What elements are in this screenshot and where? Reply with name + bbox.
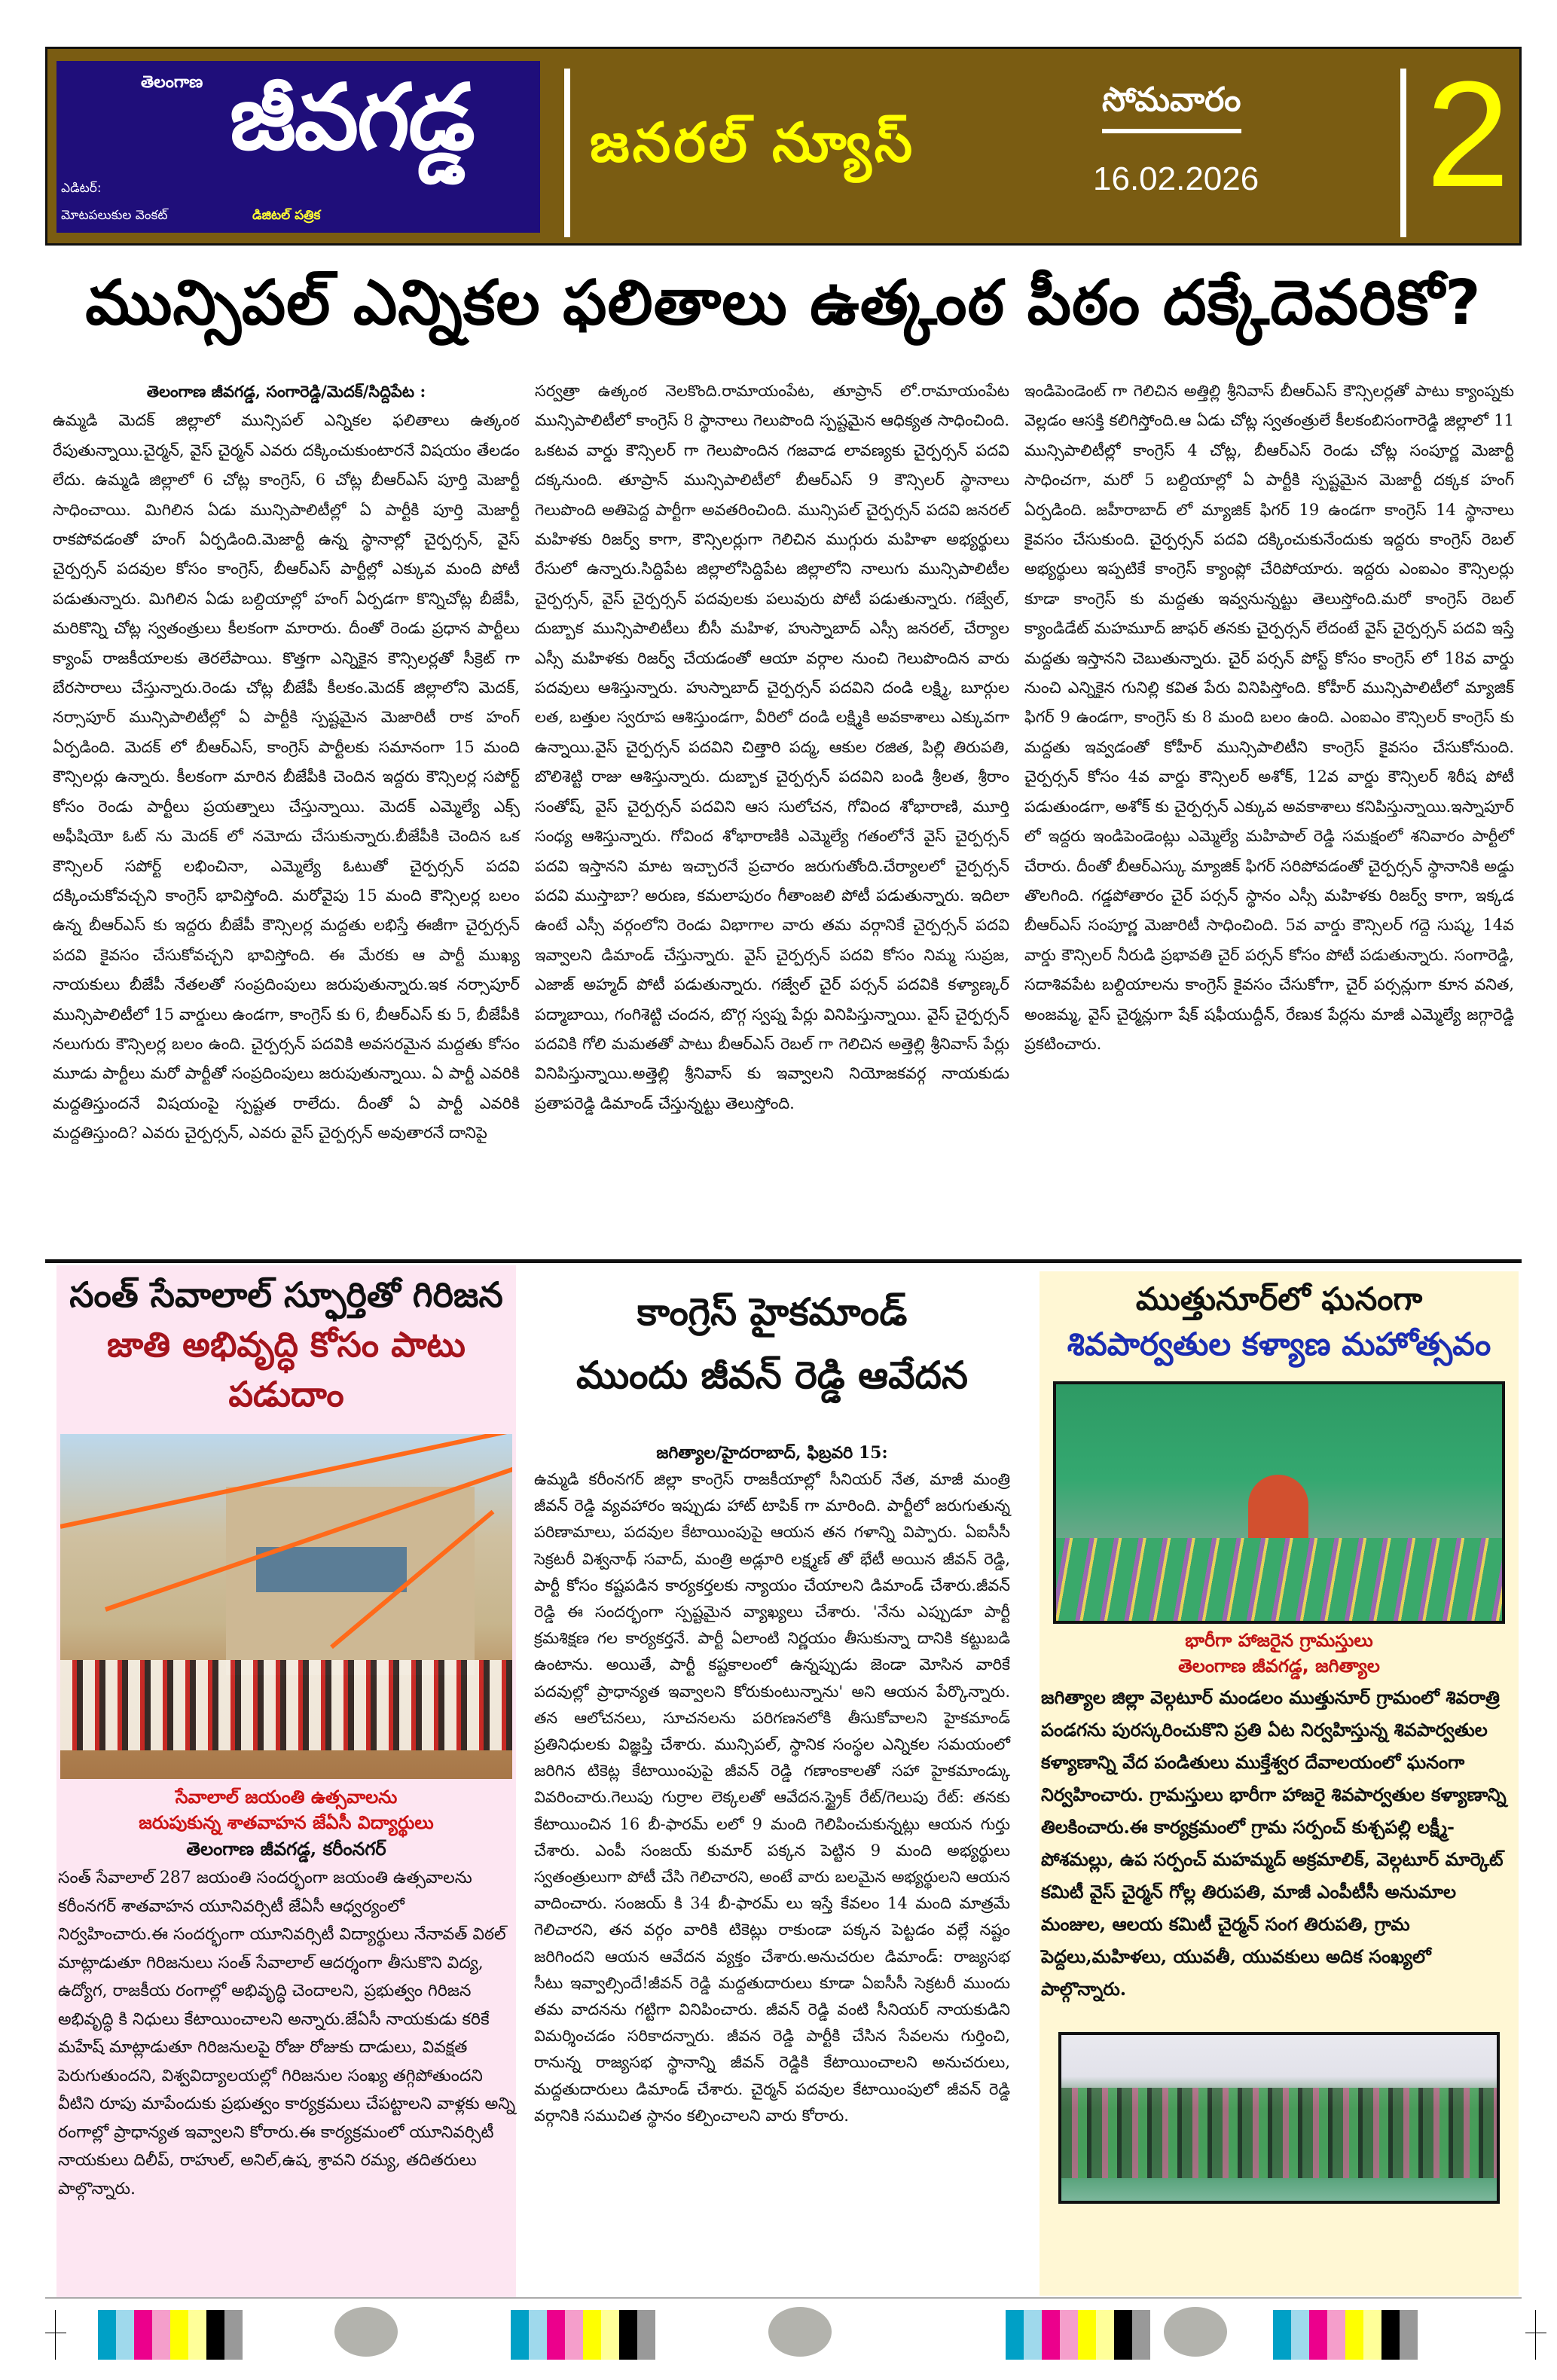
color-bar [1273, 2310, 1418, 2360]
section-divider [45, 1259, 1522, 1263]
story-dateline: జగిత్యాల/హైదరాబాద్, ఫిబ్రవరి 15: [656, 1443, 888, 1463]
registration-mark-icon [45, 2310, 66, 2360]
article-text: ఉమ్మడి మెదక్ జిల్లాలో మున్సిపల్ ఎన్నికల ఫలితాలు ఉత్కంఠ రేపుతున్నాయి.చైర్మన్, వైస్ చైర్మన్ ఎవరు దక్కించుకుంటారనే విషయం తేలడం లేదు. ఉమ్మడి జిల్లాలో 6 చోట్ల కాంగ్రెస్, 6 చోట్ల బీఆర్ఎస్ పూర్తి మెజార్టీ సాధించాయి. మిగిలిన ఏడు మున్సిపాలిటీల్లో ఏ పార్టీకి పూర్తి మెజార్టీ రాకపోవడంతో హంగ్ ఏర్పడింది.మెజార్టీ ఉన్న స్థానాల్లో చైర్పర్సన్, వైస్ చైర్పర్సన్ పదవుల కోసం కాంగ్రెస్, బీఆర్ఎస్ పార్టీల్లో ఎక్కువ మంది పోటీ పడుతున్నారు. మిగిలిన ఏడు బల్దియాల్లో హంగ్ ఏర్పడగా కొన్నిచోట్ల బీజేపీ, మరికొన్ని చోట్ల స్వతంత్రులు కీలకంగా మారారు. దీంతో రెండు ప్రధాన పార్టీలు క్యాంప్ రాజకీయాలకు తెరలేపాయి. కొత్తగా ఎన్నికైన కౌన్సిలర్లతో సీక్రెట్ గా బేరసారాలు చేస్తున్నారు.రెండు చోట్ల బీజేపీ కీలకం.మెదక్ జిల్లాలోని మెదక్, నర్సాపూర్ మున్సిపాలిటీల్లో ఏ పార్టీకి స్పష్టమైన మెజారిటీ రాక హంగ్ ఏర్పడింది. మెదక్ లో బీఆర్ఎస్, కాంగ్రెస్ పార్టీలకు సమానంగా 15 మంది కౌన్సిలర్లు ఉన్నారు. కీలకంగా మారిన బీజేపీకి చెందిన ఇద్దరు కౌన్సిలర్ల సపోర్ట్ కోసం రెండు పార్టీలు ప్రయత్నాలు చేస్తున్నాయి. మెదక్ ఎమ్మెల్యే ఎక్స్ అఫీషియో ఓట్ ను మెదక్ లో నమోదు చేసుకున్నారు.బీజేపీకి చెందిన ఒక కౌన్సిలర్ సపోర్ట్ లభించినా, ఎమ్మెల్యే ఓటుతో చైర్పర్సన్ పదవి దక్కించుకోవచ్చని కాంగ్రెస్ భావిస్తోంది. మరోవైపు 15 మంది కౌన్సిలర్ల బలం ఉన్న బీఆర్ఎస్ కు ఇద్దరు బీజేపీ కౌన్సిలర్ల మద్దతు లభిస్తే ఈజీగా చైర్పర్సన్ పదవి కైవసం చేసుకోవచ్చని భావిస్తోంది. ఈ మేరకు ఆ పార్టీ ముఖ్య నాయకులు బీజేపీ నేతలతో సంప్రదింపులు జరుపుతున్నారు.ఇక నర్సాపూర్ మున్సిపాలిటీలో 15 వార్డులు ఉండగా, కాంగ్రెస్ కు 6, బీఆర్ఎస్ కు 5, బీజేపీకి నలుగురు కౌన్సిలర్ల బలం ఉంది. చైర్పర్సన్ పదవికి అవసరమైన మద్దతు కోసం మూడు పార్టీలు మరో పార్టీతో సంప్రదింపులు జరుపుతున్నాయి. ఏ పార్టీ ఎవరికి మద్దతిస్తుందనే విషయంపై స్పష్టత రాలేదు. దీంతో ఏ పార్టీ ఎవరికి మద్దతిస్తుంది? ఎవరు చైర్పర్సన్, ఎవరు వైస్ చైర్పర్సన్ అవుతారనే దానిపై [53, 411, 520, 1143]
story-headline: సంత్ సేవాలాల్ స్ఫూర్తితో గిరిజన [69, 1274, 503, 1315]
color-swatch [583, 2310, 601, 2360]
story-sevalal [56, 1265, 516, 2297]
photo-caption: సేవాలాల్ జయంతి ఉత్సవాలను [175, 1787, 398, 1808]
logo-state: తెలంగాణ [141, 73, 203, 92]
color-swatch [134, 2310, 152, 2360]
color-swatch [1309, 2310, 1327, 2360]
color-bar [1006, 2310, 1150, 2360]
footer-rule [45, 2297, 1522, 2299]
color-swatch [529, 2310, 547, 2360]
color-bar [98, 2310, 243, 2360]
story-body: సంత్ సేవాలాల్ 287 జయంతి సందర్భంగా జయంతి ఉత్సవాలను కరీంనగర్ శాతవాహన యూనివర్సిటీ జేఏసీ ఆధ్వర్యంలో నిర్వహించారు.ఈ సందర్భంగా యూనివర్సిటీ విద్యార్థులు నేనావత్ విఠల్ మాట్లాడుతూ గిరిజనులు సంత్ సేవాలాల్ ఆదర్శంగా తీసుకొని విద్య, ఉద్యోగ, రాజకీయ రంగాల్లో అభివృద్ధి చెందాలని, ప్రభుత్వం గిరిజన అభివృద్ధి కి నిధులు కేటాయించాలని అన్నారు.జేఏసీ నాయకుడు కరికే మహేష్ మాట్లాడుతూ గిరిజనులపై రోజు రోజుకు దాడులు, వివక్షత పెరుగుతుందని, విశ్వవిద్యాలయల్లో గిరిజనుల సంఖ్య తగ్గిపోతుందని వీటిని రూపు మాపేందుకు ప్రభుత్వం కార్యక్రమలు చేపట్టాలని వాళ్లకు అన్ని రంగాల్లో ప్రాధాన్యత ఇవ్వాలని కోరారు.ఈ కార్యక్రమంలో యూనివర్సిటీ నాయకులు దిలీప్, రాహుల్, అనిల్,ఉష, శ్రావని రమ్య, తదితరులు పాల్గొన్నారు. [58, 1869, 516, 2198]
color-swatch [1042, 2310, 1060, 2360]
color-swatch [1327, 2310, 1345, 2360]
color-swatch [637, 2310, 655, 2360]
article-text: ఇండిపెండెంట్ గా గెలిచిన అత్తిల్లి శ్రీనివాస్ బీఆర్ఎస్ కౌన్సిలర్లతో పాటు క్యాంప్నకు వెల్లడం ఆసక్తి కలిగిస్తోంది.ఆ ఏడు చోట్ల స్వతంత్రులే కీలకంబిసంగారెడ్డి జిల్లాలో 11 మున్సిపాలిటీల్లో కాంగ్రెస్ 4 చోట్ల, బీఆర్ఎస్ రెండు చోట్ల సంపూర్ణ మెజార్టీ సాధించగా, మరో 5 బల్దియాల్లో ఏ పార్టీకి స్పష్టమైన మెజార్టీ దక్కక హంగ్ ఏర్పడింది. జహీరాబాద్ లో మ్యాజిక్ ఫిగర్ 19 ఉండగా కాంగ్రెస్ 14 స్థానాలు కైవసం చేసుకుంది. చైర్పర్సన్ పదవి దక్కించుకునేందుకు ఇద్దరు కాంగ్రెస్ రెబల్ అభ్యర్థులు ఇప్పటికే కాంగ్రెస్ క్యాంప్లో చేరిపోయారు. ఇద్దరు ఎంఐఎం కౌన్సిలర్లు కూడా కాంగ్రెస్ కు మద్దతు ఇవ్వనున్నట్టు తెలుస్తోంది.మరో కాంగ్రెస్ రెబల్ క్యాండిడేట్ మహమూద్ జాఫర్ తనకు చైర్పర్సన్ లేదంటే వైస్ చైర్పర్సన్ పదవి ఇస్తే మద్దతు ఇస్తానని చెబుతున్నారు. చైర్ పర్సన్ పోస్ట్ కోసం కాంగ్రెస్ లో 18వ వార్డు నుంచి ఎన్నికైన గునిల్లి కవిత పేరు వినిపిస్తోంది. కోహీర్ మున్సిపాలిటీలో మ్యాజిక్ ఫిగర్ 9 ఉండగా, కాంగ్రెస్ కు 8 మంది బలం ఉంది. ఎంఐఎం కౌన్సిలర్ కాంగ్రెస్ కు మద్దతు ఇవ్వడంతో కోహీర్ మున్సిపాలిటీని కాంగ్రెస్ కైవసం చేసుకోనుంది. చైర్పర్సన్ కోసం 4వ వార్డు కౌన్సిలర్ అశోక్, 12వ వార్డు కౌన్సిలర్ శిరీష పోటీ పడుతుండగా, అశోక్ కు చైర్పర్సన్ ఎక్కువ అవకాశాలు కనిపిస్తున్నాయి.ఇస్నాపూర్ లో ఇద్దరు ఇండిపెండెంట్లు ఎమ్మెల్యే మహిపాల్ రెడ్డి సమక్షంలో శనివారం పార్టీలో చేరారు. దీంతో బీఆర్ఎస్కు మ్యాజిక్ ఫిగర్ సరిపోవడంతో చైర్పర్సన్ స్థానానికి అడ్డు తొలగింది. గడ్డపోతారం చైర్ పర్సన్ స్థానం ఎస్సీ మహిళకు రిజర్వ్ కాగా, ఇక్కడ బీఆర్ఎస్ సంపూర్ణ మెజారిటీ సాధించింది. 5వ వార్డు కౌన్సిలర్ గద్దె సుష్మ, 14వ వార్డు కౌన్సిలర్ నీరుడి ప్రభావతి చైర్ పర్సన్ కోసం పోటీ పడుతున్నారు. సంగారెడ్డి, సదాశివపేట బల్దియాలను కాంగ్రెస్ కైవసం చేసుకోగా, చైర్ పర్సన్లుగా కూన వనిత, అంజమ్మ, వైస్ చైర్మన్లుగా షేక్ షఫీయుద్దీన్, రేణుక పేర్లను మాజీ ఎమ్మెల్యే జగ్గారెడ్డి ప్రకటించారు. [1024, 382, 1514, 1053]
editor-name: మోటపలుకుల వెంకట్ [61, 208, 168, 223]
gray-patch [334, 2307, 398, 2357]
color-swatch [547, 2310, 565, 2360]
article-column [527, 377, 1017, 1250]
story-body: జగిత్యాల జిల్లా వెల్గటూర్ మండలం ముత్తునూర్ గ్రామంలో శివరాత్రి పండగను పురస్కరించుకొని ప్రతి ఏట నిర్వహిస్తున్న శివపార్వతుల కళ్యాణాన్ని వేద పండితులు ముక్తేశ్వర దేవాలయంలో ఘనంగా నిర్వహించారు. గ్రామస్తులు భారీగా హాజరై శివపార్వతుల కళ్యాణాన్ని తిలకించారు.ఈ కార్యక్రమంలో గ్రామ సర్పంచ్ కుశ్చపల్లి లక్ష్మీ-పోశమల్లు, ఉప సర్పంచ్ మహమ్మద్ అక్రమాలిక్, వెల్గటూర్ మార్కెట్ కమిటీ వైస్ చైర్మన్ గోల్ల తిరుపతి, మాజీ ఎంపీటీసీ అనుమాల మంజుల, ఆలయ కమిటీ చైర్మన్ సంగ తిరుపతి, గ్రామ పెద్దలు,మహిళలు, యువతీ, యువకులు అదిక సంఖ్యలో పాల్గొన్నారు. [1041, 1686, 1507, 2000]
color-swatch [1132, 2310, 1150, 2360]
mat-shape [1056, 1538, 1502, 1621]
color-swatch [188, 2310, 206, 2360]
color-swatch [1345, 2310, 1363, 2360]
weekday: సోమవారం [1102, 81, 1241, 133]
story-dateline: తెలంగాణ జీవగడ్డ, జగిత్యాల [1178, 1655, 1380, 1677]
main-headline: మున్సిపల్ ఎన్నికల ఫలితాలు ఉత్కంఠ పీఠం దక్కేదెవరికో? [85, 267, 1482, 339]
color-swatch [511, 2310, 529, 2360]
gray-patch [1164, 2307, 1227, 2357]
color-swatch [1291, 2310, 1309, 2360]
color-swatch [224, 2310, 243, 2360]
divider [1400, 69, 1406, 237]
color-bar [511, 2310, 655, 2360]
article-text: సర్వత్రా ఉత్కంఠ నెలకొంది.రామాయంపేట, తూప్రాన్ లో.రామాయంపేట మున్సిపాలిటీలో కాంగ్రెస్ 8 స్థానాలు గెలుపొంది స్పష్టమైన ఆధిక్యత సాధించింది. ఒకటవ వార్డు కౌన్సిలర్ గా గెలుపొందిన గజవాడ లావణ్యకు చైర్పర్సన్ పదవి దక్కనుంది. తూప్రాన్ మున్సిపాలిటీలో బీఆర్ఎస్ 9 కౌన్సిలర్ స్థానాలు గెలుపొంది అతిపెద్ద పార్టీగా అవతరించింది. మున్సిపల్ చైర్పర్సన్ పదవి జనరల్ మహిళకు రిజర్వ్ కాగా, కౌన్సిలర్లుగా గెలిచిన ముగ్గురు మహిళా అభ్యర్థులు రేసులో ఉన్నారు.సిద్దిపేట జిల్లాలోసిద్దిపేట జిల్లాలోని నాలుగు మున్సిపాలిటీల చైర్పర్సన్, వైస్ చైర్పర్సన్ పదవులకు పలువురు పోటీ పడుతున్నారు. గజ్వేల్, దుబ్బాక మున్సిపాలిటీలు బీసీ మహిళ, హుస్నాబాద్ ఎస్సీ జనరల్, చేర్యాల ఎస్సీ మహిళకు రిజర్వ్ చేయడంతో ఆయా వర్గాల నుంచి గెలుపొందిన వారు పదవులు ఆశిస్తున్నారు. హుస్నాబాద్ చైర్పర్సన్ పదవిని దండి లక్ష్మి, బూర్గుల లత, బత్తుల స్వరూప ఆశిస్తుండగా, వీరిలో దండి లక్ష్మికి అవకాశాలు ఎక్కువగా ఉన్నాయి.వైస్ చైర్పర్సన్ పదవిని చిత్తారి పద్మ, ఆకుల రజిత, పిల్లి తిరుపతి, బొలిశెట్టి రాజు ఆశిస్తున్నారు. దుబ్బాక చైర్పర్సన్ పదవిని బండి శ్రీలత, శ్రీరాం సంతోష్, వైస్ చైర్పర్సన్ పదవిని ఆస సులోచన, గోవింద శోభారాణి, మూర్తి సంధ్య ఆశిస్తున్నారు. గోవింద శోభారాణికి ఎమ్మెల్యే గతంలోనే వైస్ చైర్పర్సన్ పదవి ఇస్తానని మాట ఇచ్చారనే ప్రచారం జరుగుతోంది.చేర్యాలలో చైర్పర్సన్ పదవి ముస్తాబా? అరుణ, కమలాపురం గీతాంజలి పోటీ పడుతున్నారు. ఇదిలా ఉంటే ఎస్సీ వర్గంలోని రెండు విభాగాల వారు తమ వర్గానికే చైర్పర్సన్ పదవి ఇవ్వాలని డిమాండ్ చేస్తున్నారు. వైస్ చైర్పర్సన్ పదవి కోసం నిమ్మ సుప్రజ, ఎజాజ్ అహ్మద్ పోటీ పడుతున్నారు. గజ్వేల్ చైర్ పర్సన్ పదవికి కళ్యాణ్కర్ పద్మాబాయి, గంగిశెట్టి చందన, బొగ్గ స్వప్న పేర్లు వినిపిస్తున్నాయి. వైస్ చైర్పర్సన్ పదవికి గోలి మమతతో పాటు బీఆర్ఎస్ రెబల్ గా గెలిచిన అత్తెల్లి శ్రీనివాస్ పేర్లు వినిపిస్తున్నాయి.అత్తెల్లి శ్రీనివాస్ కు ఇవ్వాలని నియోజకవర్గ నాయకుడు ప్రతాపరెడ్డి డిమాండ్ చేస్తున్నట్టు తెలుస్తోంది. [535, 382, 1009, 1112]
article-column [1017, 377, 1522, 1250]
color-swatch [1273, 2310, 1291, 2360]
color-swatch [98, 2310, 116, 2360]
editor-label: ఎడిటర్: [61, 181, 102, 196]
story-muthunoor [1040, 1271, 1519, 2296]
color-swatch [1096, 2310, 1114, 2360]
story-jeevan-reddy [524, 1265, 1021, 2297]
story-headline-highlight: జాతి అభివృద్ధి కోసం పాటు పడుదాం [107, 1324, 466, 1414]
color-swatch [1024, 2310, 1042, 2360]
masthead [45, 47, 1522, 246]
story-dateline: తెలంగాణ జీవగడ్డ, కరీంనగర్ [186, 1838, 386, 1860]
photo-caption: భారీగా హాజరైన గ్రామస్తులు [1185, 1630, 1373, 1651]
page-number: 2 [1426, 50, 1510, 218]
color-swatch [1006, 2310, 1024, 2360]
story-headline: ముత్తునూర్‌లో ఘనంగా [1135, 1280, 1423, 1317]
color-swatch [1078, 2310, 1096, 2360]
group-photo-icon [60, 1434, 512, 1779]
gray-patch [768, 2307, 832, 2357]
color-swatch [152, 2310, 170, 2360]
main-article [45, 377, 1522, 1250]
color-swatch [619, 2310, 637, 2360]
story-headline-highlight: శివపార్వతుల కళ్యాణ మహోత్సవం [1067, 1326, 1491, 1362]
story-headline [524, 1280, 1021, 1407]
crowd-photo-icon [1058, 2032, 1500, 2204]
seated-crowd-shape [1061, 2088, 1497, 2178]
story-body: ఉమ్మడి కరీంనగర్ జిల్లా కాంగ్రెస్ రాజకీయాల్లో సీనియర్ నేత, మాజీ మంత్రి జీవన్ రెడ్డి వ్యవహారం ఇప్పుడు హాట్ టాపిక్ గా మారింది. పార్టీలో జరుగుతున్న పరిణామాలు, పదవుల కేటాయింపుపై ఆయన తన గళాన్ని విప్పారు. ఏఐసీసీ సెక్రటరీ విశ్వనాథ్ సవాద్, మంత్రి అడ్లూరి లక్ష్మణ్ తో భేటీ అయిన జీవన్ రెడ్డి, పార్టీ కోసం కష్టపడిన కార్యకర్తలకు న్యాయం చేయాలని డిమాండ్ చేశారు.జీవన్ రెడ్డి ఈ సందర్భంగా స్పష్టమైన వ్యాఖ్యలు చేశారు. 'నేను ఎప్పుడూ పార్టీ క్రమశిక్షణ గల కార్యకర్తనే. పార్టీ ఏలాంటి నిర్ణయం తీసుకున్నా దానికి కట్టుబడి ఉంటాను. అయితే, పార్టీ కష్టకాలంలో ఉన్నప్పుడు జెండా మోసిన వారికే పదవుల్లో ప్రాధాన్యత ఇవ్వాలని కోరుకుంటున్నాను' అని ఆయన పేర్కొన్నారు. తన ఆలోచనలు, సూచనలను పరిగణనలోకి తీసుకోవాలని హైకమాండ్ ప్రతినిధులకు విజ్ఞప్తి చేశారు. మున్సిపల్, స్థానిక సంస్థల ఎన్నికల సమయంలో జరిగిన టికెట్ల కేటాయింపుపై జీవన్ రెడ్డి గణాంకాలతో సహా హైకమాండ్కు వివరించారు.గెలుపు గుర్రాల లెక్కలతో ఆవేదన.స్ట్రైక్ రేట్/గెలుపు రేట్: తనకు కేటాయించిన 16 బీ-ఫారమ్ లలో 9 మంది గెలిపించుకున్నట్లు ఆయన గుర్తు చేశారు. ఎంపీ సంజయ్ కుమార్ పక్కన పెట్టిన 9 మంది అభ్యర్థులు స్వతంత్రులుగా పోటీ చేసి గెలిచారని, అంటే వారు బలమైన అభ్యర్థులని ఆయన వాదించారు. సంజయ్ కి 34 బీ-ఫారమ్ లు ఇస్తే కేవలం 14 మంది మాత్రమే గెలిచారని, తన వర్గం వారికి టికెట్లు రాకుండా పక్కన పెట్టడం వల్లే నష్టం జరిగిందని ఆయన ఆవేదన వ్యక్తం చేశారు.అనుచరుల డిమాండ్: రాజ్యసభ సీటు ఇవ్వాల్సిందే!జీవన్ రెడ్డి మద్దతుదారులు కూడా ఏఐసీసీ సెక్రటరీ ముందు తమ వాదనను గట్టిగా వినిపించారు. జీవన్ రెడ్డి వంటి సీనియర్ నాయకుడిని విమర్శించడం సరికాదన్నారు. జీవన రెడ్డి పార్టీకి చేసిన సేవలను గుర్తించి, రానున్న రాజ్యసభ స్థానాన్ని జీవన్ రెడ్డికి కేటాయించాలని అనుచరులు, మద్దతుదారులు డిమాండ్ చేశారు. చైర్మన్ పదవుల కేటాయింపులో జీవన్ రెడ్డి వర్గానికి సముచిత స్థానం కల్పించాలని వారు కోరారు. [534, 1470, 1010, 2125]
newspaper-logo [56, 61, 540, 233]
windows-shape [256, 1547, 407, 1592]
divider [564, 69, 570, 237]
color-swatch [1381, 2310, 1400, 2360]
photo-caption: జరుపుకున్న శాతవాహన జేఏసీ విద్యార్థులు [139, 1812, 434, 1833]
color-swatch [1114, 2310, 1132, 2360]
color-swatch [170, 2310, 188, 2360]
digital-edition-label: డిజిటల్ పత్రిక [252, 208, 321, 223]
color-swatch [1400, 2310, 1418, 2360]
color-swatch [1363, 2310, 1381, 2360]
color-swatch [1060, 2310, 1078, 2360]
ritual-photo-icon [1053, 1381, 1505, 1624]
headline-line: కాంగ్రెస్ హైకమాండ్ [637, 1290, 908, 1334]
crowd-shape [60, 1660, 512, 1750]
color-swatch [601, 2310, 619, 2360]
issue-date: 16.02.2026 [1093, 160, 1259, 197]
headline-line: ముందు జీవన్ రెడ్డి ఆవేదన [575, 1353, 969, 1397]
section-name: జనరల్ న్యూస్ [590, 111, 916, 174]
article-dateline: తెలంగాణ జీవగడ్డ, సంగారెడ్డి/మెదక్/సిద్దిపేట : [146, 382, 426, 401]
article-column [45, 377, 527, 1250]
logo-title: జీవగడ్డ [230, 66, 474, 170]
color-swatch [565, 2310, 583, 2360]
color-swatch [116, 2310, 134, 2360]
registration-mark-icon [1525, 2310, 1546, 2360]
color-swatch [206, 2310, 224, 2360]
